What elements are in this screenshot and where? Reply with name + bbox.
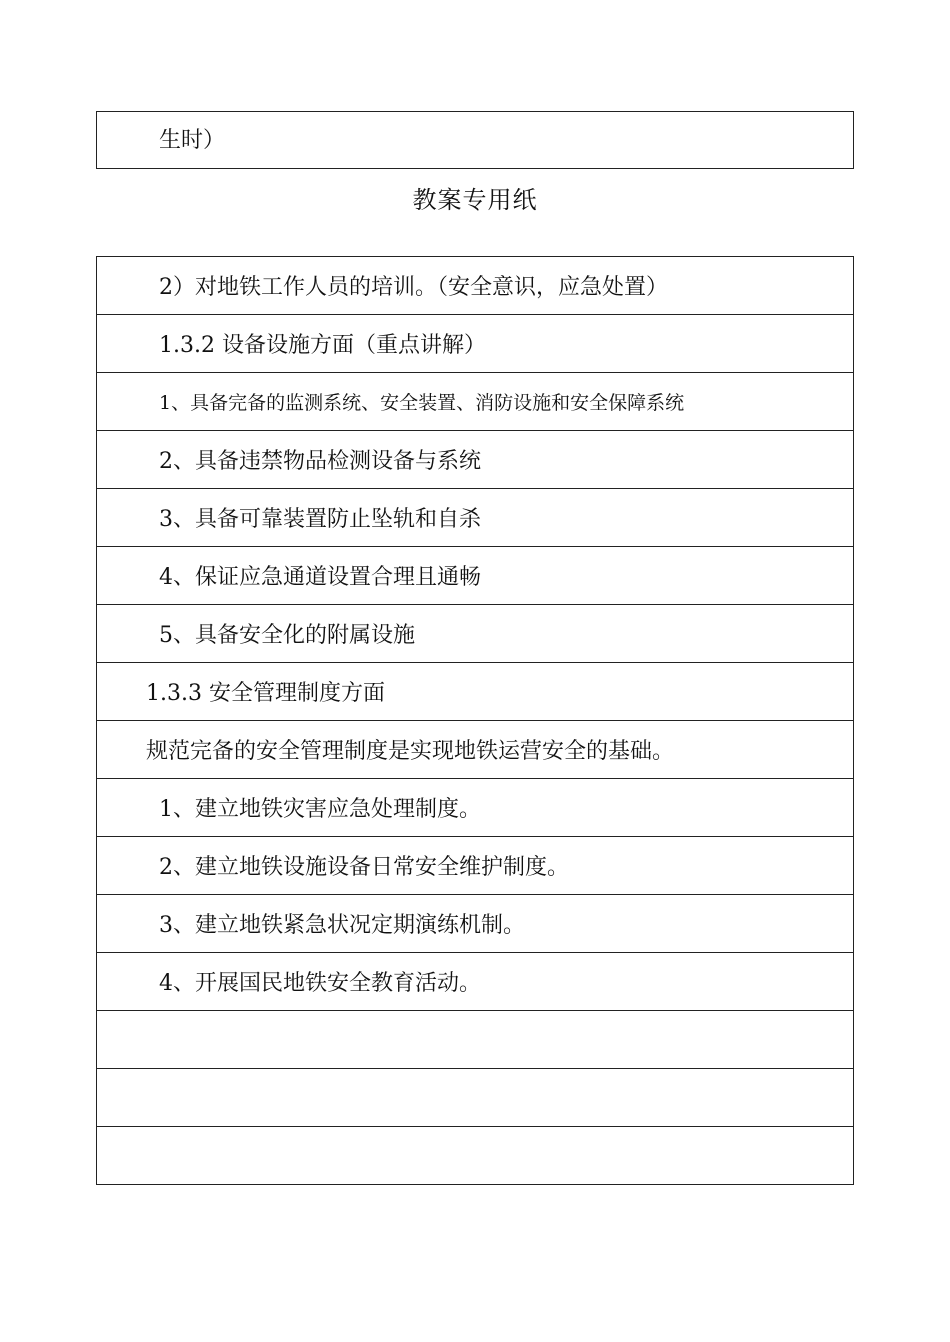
- empty-table-cell: [97, 1069, 854, 1127]
- table-row: [97, 547, 854, 605]
- table-row: [97, 895, 854, 953]
- table-row: [97, 779, 854, 837]
- table-row: [97, 953, 854, 1011]
- empty-table-cell: [97, 1127, 854, 1185]
- table-row: [97, 663, 854, 721]
- table-cell: 2、具备违禁物品检测设备与系统: [97, 431, 854, 489]
- empty-table-cell: [97, 1011, 854, 1069]
- table-row: [97, 257, 854, 315]
- table-cell: 4、开展国民地铁安全教育活动。: [97, 953, 854, 1011]
- previous-page-cell-text: 生时）: [159, 128, 226, 153]
- page-title: 教案专用纸: [412, 186, 538, 214]
- table-row: [97, 837, 854, 895]
- table-cell: 4、保证应急通道设置合理且通畅: [97, 547, 854, 605]
- table-row: [97, 1011, 854, 1069]
- lesson-plan-table: [96, 256, 854, 1185]
- table-row: [97, 431, 854, 489]
- table-row: [97, 373, 854, 431]
- table-cell: 1、建立地铁灾害应急处理制度。: [97, 779, 854, 837]
- section-heading-cell: 1.3.2 设备设施方面（重点讲解）: [97, 315, 854, 373]
- section-heading-cell: 1.3.3 安全管理制度方面: [97, 663, 854, 721]
- table-row: [97, 721, 854, 779]
- table-row: [97, 489, 854, 547]
- table-cell: 2）对地铁工作人员的培训。（安全意识，应急处置）: [97, 257, 854, 315]
- table-cell: 2、建立地铁设施设备日常安全维护制度。: [97, 837, 854, 895]
- previous-page-cell: [96, 111, 854, 169]
- table-cell: 5、具备安全化的附属设施: [97, 605, 854, 663]
- table-cell: 3、建立地铁紧急状况定期演练机制。: [97, 895, 854, 953]
- table-row: [97, 1069, 854, 1127]
- table-cell: 1、具备完备的监测系统、安全装置、消防设施和安全保障系统: [97, 373, 854, 431]
- table-row: [97, 315, 854, 373]
- table-row: [97, 1127, 854, 1185]
- table-cell: 3、具备可靠装置防止坠轨和自杀: [97, 489, 854, 547]
- table-cell: 规范完备的安全管理制度是实现地铁运营安全的基础。: [97, 721, 854, 779]
- table-row: [97, 605, 854, 663]
